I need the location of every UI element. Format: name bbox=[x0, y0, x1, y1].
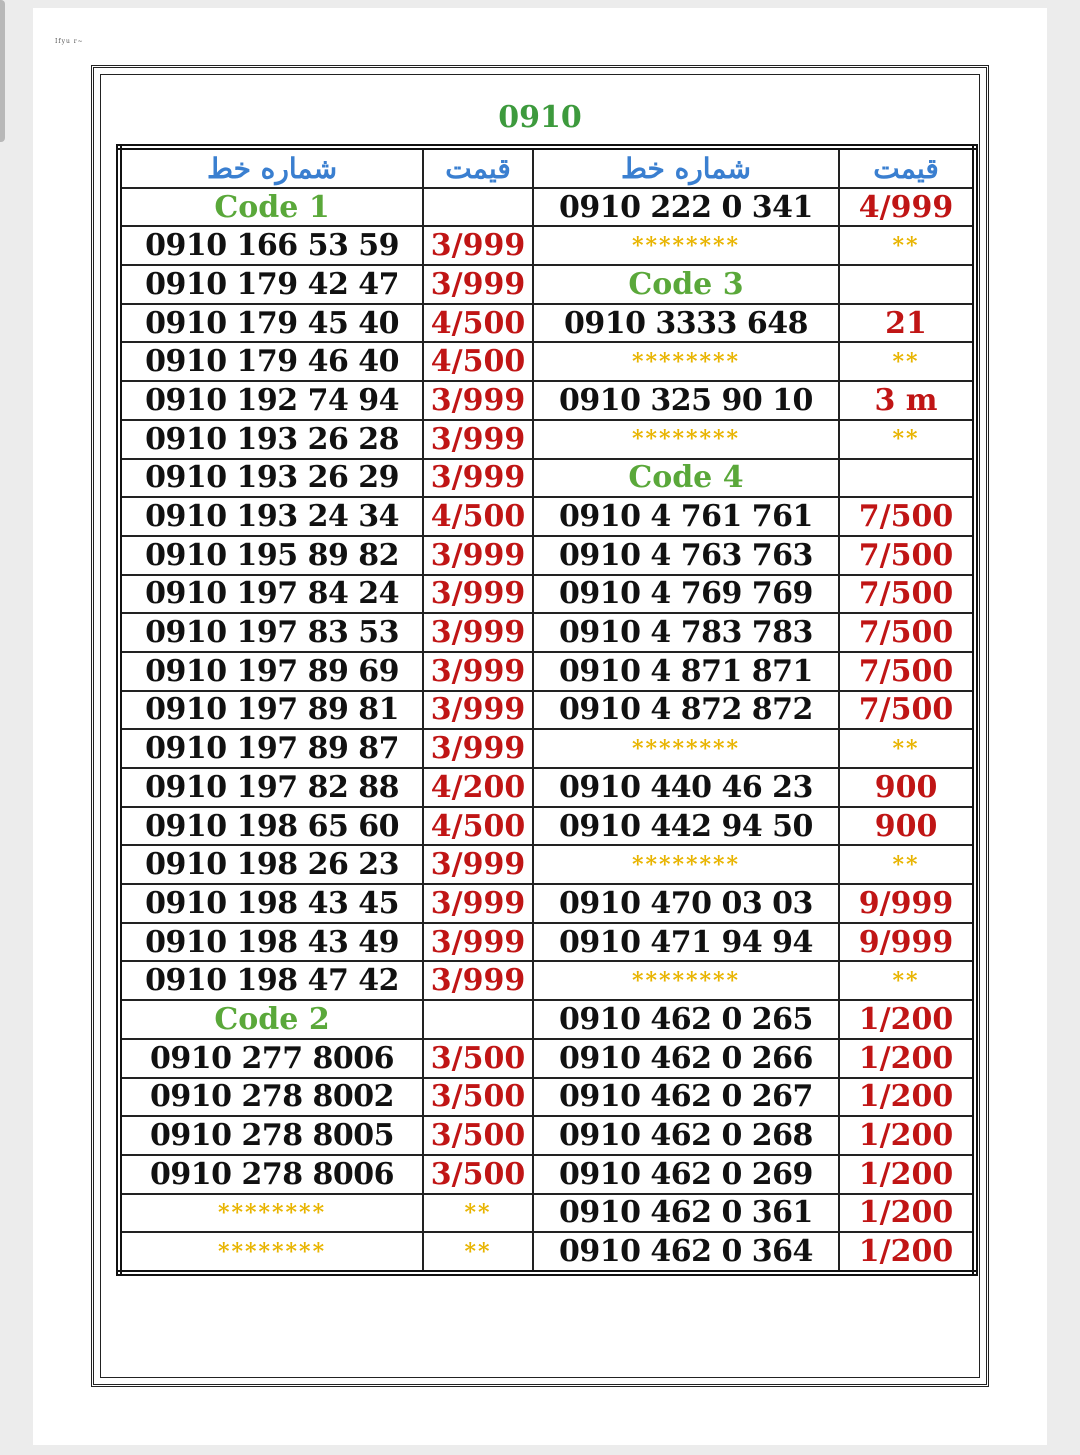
cell-number-right: 0910 4 872 872 bbox=[533, 691, 839, 730]
cell-price-right: ** bbox=[839, 845, 975, 884]
cell-price-left: 3/999 bbox=[423, 226, 533, 265]
cell-price-left: 3/999 bbox=[423, 961, 533, 1000]
cell-price-right: 1/200 bbox=[839, 1039, 975, 1078]
cell-number-left: 0910 192 74 94 bbox=[119, 381, 423, 420]
cell-number-left: 0910 198 26 23 bbox=[119, 845, 423, 884]
cell-number-left: 0910 197 89 69 bbox=[119, 652, 423, 691]
header-row bbox=[119, 147, 975, 188]
header-price-left: قیمت bbox=[423, 147, 533, 188]
cell-number-right: 0910 4 783 783 bbox=[533, 613, 839, 652]
cell-price-right: 1/200 bbox=[839, 1232, 975, 1273]
cell-price-left: 4/500 bbox=[423, 342, 533, 381]
cell-price-left: 3/500 bbox=[423, 1116, 533, 1155]
cell-price-left bbox=[423, 188, 533, 227]
table-row bbox=[119, 1000, 975, 1039]
cell-number-left: 0910 197 82 88 bbox=[119, 768, 423, 807]
table-row bbox=[119, 1039, 975, 1078]
cell-price-right: 7/500 bbox=[839, 536, 975, 575]
table-row bbox=[119, 729, 975, 768]
cell-number-right: 0910 325 90 10 bbox=[533, 381, 839, 420]
cell-number-right: 0910 440 46 23 bbox=[533, 768, 839, 807]
cell-number-left: 0910 277 8006 bbox=[119, 1039, 423, 1078]
cell-number-left: 0910 197 89 87 bbox=[119, 729, 423, 768]
cell-price-right: 900 bbox=[839, 807, 975, 846]
table-row bbox=[119, 497, 975, 536]
cell-number-left: 0910 193 26 28 bbox=[119, 420, 423, 459]
cell-price-right bbox=[839, 265, 975, 304]
cell-number-right: 0910 4 769 769 bbox=[533, 575, 839, 614]
table-row bbox=[119, 1155, 975, 1194]
table-row bbox=[119, 226, 975, 265]
table-row bbox=[119, 265, 975, 304]
cell-number-right: Code 3 bbox=[533, 265, 839, 304]
cell-price-left: ** bbox=[423, 1232, 533, 1273]
cell-price-right: 1/200 bbox=[839, 1078, 975, 1117]
cell-number-right: ******** bbox=[533, 845, 839, 884]
table-row bbox=[119, 459, 975, 498]
cell-number-right: 0910 4 763 763 bbox=[533, 536, 839, 575]
cell-number-right: ******** bbox=[533, 226, 839, 265]
cell-number-left: 0910 198 43 49 bbox=[119, 923, 423, 962]
cell-price-left: 4/200 bbox=[423, 768, 533, 807]
table-row bbox=[119, 961, 975, 1000]
cell-price-right: 21 bbox=[839, 304, 975, 343]
table-row bbox=[119, 652, 975, 691]
cell-price-right: 1/200 bbox=[839, 1116, 975, 1155]
cell-price-left: 3/500 bbox=[423, 1039, 533, 1078]
table-body bbox=[119, 188, 975, 1273]
window-edge-tab bbox=[0, 0, 5, 142]
cell-number-left: 0910 198 47 42 bbox=[119, 961, 423, 1000]
cell-price-right bbox=[839, 459, 975, 498]
table-row bbox=[119, 768, 975, 807]
cell-price-left: 3/999 bbox=[423, 575, 533, 614]
cell-number-left: 0910 193 26 29 bbox=[119, 459, 423, 498]
cell-price-right: ** bbox=[839, 420, 975, 459]
table-row bbox=[119, 691, 975, 730]
table-row bbox=[119, 884, 975, 923]
table-row bbox=[119, 304, 975, 343]
table-row bbox=[119, 1116, 975, 1155]
cell-price-right: 7/500 bbox=[839, 613, 975, 652]
cell-number-right: ******** bbox=[533, 420, 839, 459]
cell-number-left: 0910 278 8005 bbox=[119, 1116, 423, 1155]
table-row bbox=[119, 575, 975, 614]
cell-price-right: ** bbox=[839, 961, 975, 1000]
cell-price-right: 9/999 bbox=[839, 884, 975, 923]
cell-number-right: 0910 462 0 265 bbox=[533, 1000, 839, 1039]
cell-number-right: 0910 462 0 268 bbox=[533, 1116, 839, 1155]
cell-price-right: 7/500 bbox=[839, 575, 975, 614]
cell-price-left: 4/500 bbox=[423, 497, 533, 536]
cell-price-right: 4/999 bbox=[839, 188, 975, 227]
cell-number-right: 0910 462 0 267 bbox=[533, 1078, 839, 1117]
cell-number-right: 0910 462 0 266 bbox=[533, 1039, 839, 1078]
cell-number-right: ******** bbox=[533, 729, 839, 768]
cell-number-left: 0910 278 8006 bbox=[119, 1155, 423, 1194]
cell-number-right: ******** bbox=[533, 342, 839, 381]
table-row bbox=[119, 1194, 975, 1233]
table-row bbox=[119, 381, 975, 420]
document-page bbox=[33, 8, 1047, 1445]
cell-number-left: 0910 198 65 60 bbox=[119, 807, 423, 846]
cell-price-left: 4/500 bbox=[423, 807, 533, 846]
table-row bbox=[119, 342, 975, 381]
cell-price-left: 3/999 bbox=[423, 845, 533, 884]
table-row bbox=[119, 1078, 975, 1117]
cell-number-left: 0910 197 89 81 bbox=[119, 691, 423, 730]
cell-price-right: 900 bbox=[839, 768, 975, 807]
table-row bbox=[119, 1232, 975, 1273]
cell-number-left: 0910 197 83 53 bbox=[119, 613, 423, 652]
cell-number-right: 0910 4 871 871 bbox=[533, 652, 839, 691]
cell-number-right: 0910 442 94 50 bbox=[533, 807, 839, 846]
cell-price-left: 3/999 bbox=[423, 923, 533, 962]
cell-price-right: ** bbox=[839, 342, 975, 381]
table-row bbox=[119, 420, 975, 459]
cell-number-right: 0910 222 0 341 bbox=[533, 188, 839, 227]
cell-price-left: 3/999 bbox=[423, 420, 533, 459]
cell-number-right: ******** bbox=[533, 961, 839, 1000]
cell-price-right: 7/500 bbox=[839, 652, 975, 691]
cell-price-right: 1/200 bbox=[839, 1194, 975, 1233]
cell-number-left: 0910 198 43 45 bbox=[119, 884, 423, 923]
cell-price-left: 3/999 bbox=[423, 691, 533, 730]
header-number-left: شماره خط bbox=[119, 147, 423, 188]
table-row bbox=[119, 613, 975, 652]
cell-price-left: 3/999 bbox=[423, 459, 533, 498]
cell-number-left: ******** bbox=[119, 1232, 423, 1273]
cell-price-left: 3/999 bbox=[423, 884, 533, 923]
cell-price-left: 3/999 bbox=[423, 536, 533, 575]
cell-number-right: 0910 462 0 361 bbox=[533, 1194, 839, 1233]
cell-price-left bbox=[423, 1000, 533, 1039]
header-price-right: قیمت bbox=[839, 147, 975, 188]
header-number-right: شماره خط bbox=[533, 147, 839, 188]
table-row bbox=[119, 807, 975, 846]
cell-number-left: 0910 197 84 24 bbox=[119, 575, 423, 614]
cell-price-left: 3/500 bbox=[423, 1078, 533, 1117]
cell-number-left: 0910 166 53 59 bbox=[119, 226, 423, 265]
cell-number-left: Code 2 bbox=[119, 1000, 423, 1039]
page-title: 0910 bbox=[498, 100, 582, 135]
cell-price-left: ** bbox=[423, 1194, 533, 1233]
cell-number-right: 0910 4 761 761 bbox=[533, 497, 839, 536]
cell-price-right: 1/200 bbox=[839, 1000, 975, 1039]
cell-number-left: 0910 195 89 82 bbox=[119, 536, 423, 575]
cell-number-right: 0910 462 0 364 bbox=[533, 1232, 839, 1273]
table-row bbox=[119, 536, 975, 575]
cell-number-right: 0910 471 94 94 bbox=[533, 923, 839, 962]
cell-number-left: 0910 179 46 40 bbox=[119, 342, 423, 381]
cell-number-right: 0910 3333 648 bbox=[533, 304, 839, 343]
cell-price-right: 9/999 bbox=[839, 923, 975, 962]
table-row bbox=[119, 923, 975, 962]
table-row bbox=[119, 845, 975, 884]
cell-price-right: 3 m bbox=[839, 381, 975, 420]
cell-price-right: ** bbox=[839, 226, 975, 265]
cell-price-left: 3/999 bbox=[423, 613, 533, 652]
cell-price-right: 1/200 bbox=[839, 1155, 975, 1194]
cell-number-left: 0910 193 24 34 bbox=[119, 497, 423, 536]
cell-price-left: 3/500 bbox=[423, 1155, 533, 1194]
cell-number-right: 0910 462 0 269 bbox=[533, 1155, 839, 1194]
cell-price-right: ** bbox=[839, 729, 975, 768]
cell-number-right: 0910 470 03 03 bbox=[533, 884, 839, 923]
cell-number-left: 0910 278 8002 bbox=[119, 1078, 423, 1117]
cell-price-left: 3/999 bbox=[423, 381, 533, 420]
table-row bbox=[119, 188, 975, 227]
cell-price-left: 3/999 bbox=[423, 729, 533, 768]
price-table bbox=[116, 144, 978, 1276]
cell-number-right: Code 4 bbox=[533, 459, 839, 498]
cell-price-right: 7/500 bbox=[839, 691, 975, 730]
cell-number-left: 0910 179 42 47 bbox=[119, 265, 423, 304]
cell-number-left: ******** bbox=[119, 1194, 423, 1233]
cell-number-left: Code 1 bbox=[119, 188, 423, 227]
cell-price-right: 7/500 bbox=[839, 497, 975, 536]
cell-number-left: 0910 179 45 40 bbox=[119, 304, 423, 343]
cell-price-left: 3/999 bbox=[423, 265, 533, 304]
cell-price-left: 4/500 bbox=[423, 304, 533, 343]
corner-note: Ifyu r~ bbox=[55, 38, 84, 45]
cell-price-left: 3/999 bbox=[423, 652, 533, 691]
